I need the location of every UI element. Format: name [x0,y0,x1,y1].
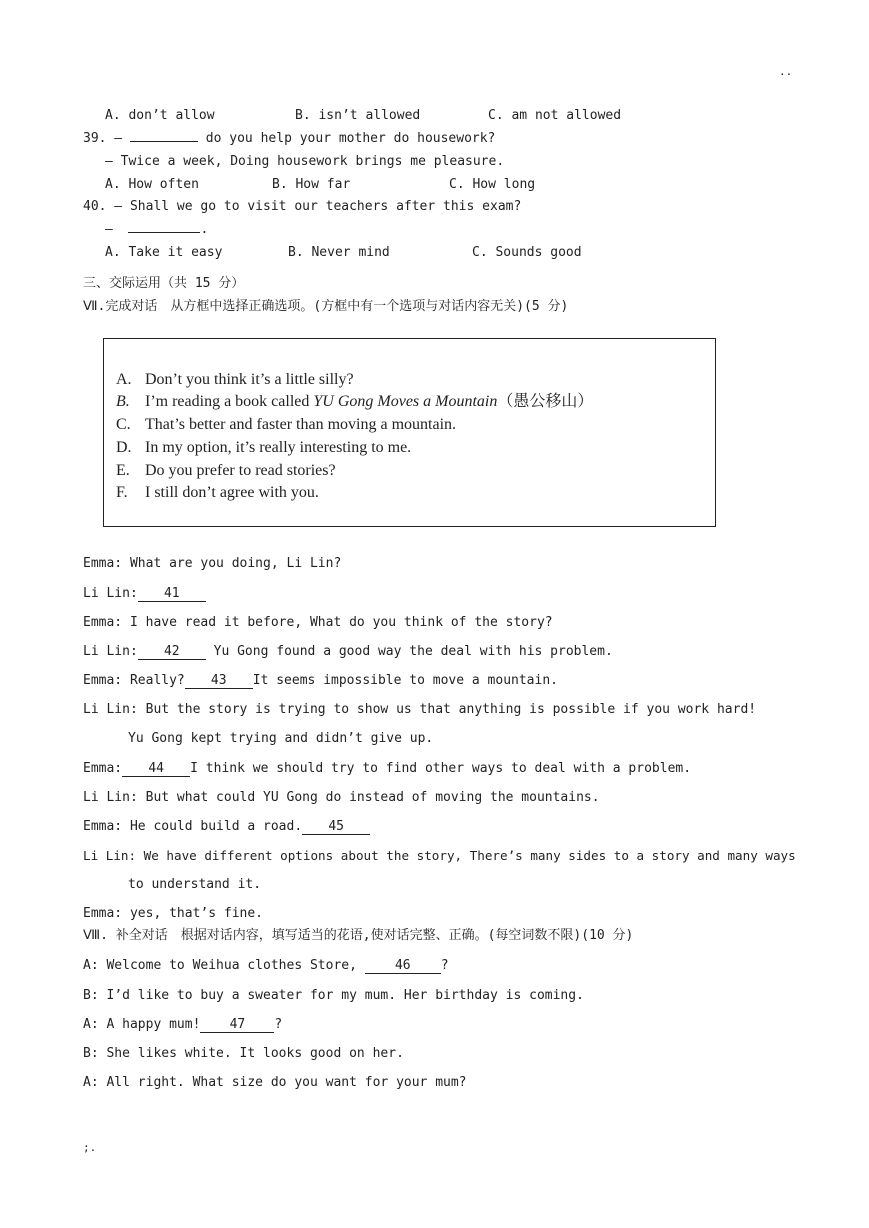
dialogue2-line: A: A happy mum! 47 ? [83,1017,283,1032]
dialogue2-line: A: All right. What size do you want for your mum? [83,1075,467,1090]
box-option-d: D. In my option, it’s really interesting to me. [116,439,412,456]
dialogue-line: Yu Gong kept trying and didn’t give up. [128,731,434,746]
blank-42: 42 [138,645,206,660]
blank-47: 47 [200,1018,274,1033]
part8-title: Ⅷ. 补全对话 根据对话内容，填写适当的花语,使对话完整、正确。(每空词数不限)(10 分) [83,928,634,943]
q38-option-a: A. don’t allow [105,108,215,123]
q40-answer-prefix: — [105,222,113,237]
q40-question: 40. — Shall we go to visit our teachers after this exam? [83,199,522,214]
dialogue-line: Li Lin: But what could YU Gong do instead of moving the mountains. [83,790,600,805]
footer-mark: ;. [83,1141,97,1154]
dialogue-line: Emma: I have read it before, What do you think of the story? [83,615,553,630]
blank-43: 43 [185,674,253,689]
dialogue-line: Emma: 44 I think we should try to find other ways to deal with a problem. [83,761,692,776]
blank-46: 46 [365,959,441,974]
box-option-f: F. I still don’t agree with you. [116,484,319,501]
dialogue-line: Emma: yes, that’s fine. [83,906,264,921]
box-option-e: E. Do you prefer to read stories? [116,462,336,479]
box-option-b: B. I’m reading a book called YU Gong Moves a Mountain（愚公移山） [116,393,594,410]
q39-option-b: B. How far [272,177,351,192]
q40-answer-suffix: . [200,222,209,237]
book-title: YU Gong Moves a Mountain [313,393,498,410]
box-option-a: A. Don’t you think it’s a little silly? [116,371,354,388]
q39-prefix: 39. — [83,131,123,146]
q40-answer [105,222,208,238]
box-option-c: C. That’s better and faster than moving a mountain. [116,416,457,433]
blank-44: 44 [122,762,190,777]
dialogue-line: Emma: Really? 43 It seems impossible to move a mountain. [83,673,558,688]
dialogue-line: Li Lin: We have different options about the story, There’s many sides to a story and many ways [83,848,796,863]
dialogue-line: Li Lin: 41 [83,586,206,602]
q39-suffix: do you help your mother do housework? [205,131,496,146]
dialogue-line: Li Lin: 42 Yu Gong found a good way the deal with his problem. [83,644,613,659]
dialogue-line: to understand it. [128,877,262,892]
section3-title: 三、交际运用（共 15 分） [83,276,245,291]
q39-option-c: C. How long [449,177,536,192]
blank-45: 45 [302,820,370,835]
header-mark: .. [779,65,793,78]
q40-blank [128,232,200,233]
dialogue-line: Emma: He could build a road. 45 [83,819,370,835]
q38-option-b: B. isn’t allowed [295,108,421,123]
dialogue2-line: B: I’d like to buy a sweater for my mum. Her birthday is coming. [83,988,584,1003]
q39-option-a: A. How often [105,177,199,192]
part7-title: Ⅶ.完成对话 从方框中选择正确选项。(方框中有一个选项与对话内容无关)(5 分) [83,299,569,314]
dialogue2-line: A: Welcome to Weihua clothes Store, 46 ? [83,958,449,973]
dialogue-line: Li Lin: But the story is trying to show us that anything is possible if you work hard! [83,702,757,717]
q39-question [83,131,495,147]
dialogue-line: Emma: What are you doing, Li Lin? [83,556,342,571]
q39-answer: — Twice a week, Doing housework brings me pleasure. [105,154,505,169]
q38-option-c: C. am not allowed [488,108,622,123]
q39-blank [130,141,198,142]
q40-option-c: C. Sounds good [472,245,582,260]
blank-41: 41 [138,587,206,602]
q40-option-a: A. Take it easy [105,245,223,260]
options-box [103,338,716,527]
q40-option-b: B. Never mind [288,245,390,260]
dialogue2-line: B: She likes white. It looks good on her. [83,1046,404,1061]
